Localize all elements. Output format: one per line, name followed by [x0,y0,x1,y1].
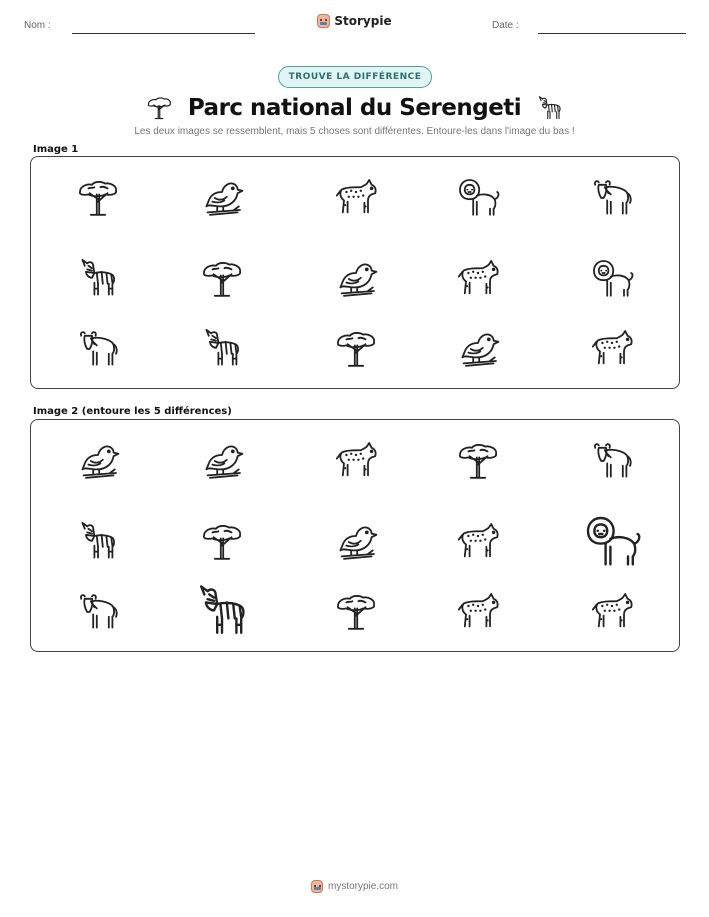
wildebeest-icon[interactable] [74,588,122,636]
acacia-tree-icon[interactable] [198,518,246,566]
brand [0,14,709,28]
zebra-icon [74,255,122,303]
hyena-icon [332,174,380,222]
bird-icon [454,325,502,373]
zebra-icon[interactable] [74,518,122,566]
instructions: Les deux images se ressemblent, mais 5 choses sont différentes. Entoure-les dans l'image du bas ! [134,126,575,137]
acacia-tree-icon [74,174,122,222]
acacia-tree-icon [198,255,246,303]
image2-label: Image 2 (entoure les 5 différences) [33,406,232,417]
hyena-icon [454,255,502,303]
hyena-icon[interactable] [332,437,380,485]
image1-label: Image 1 [33,144,79,155]
acacia-tree-icon [332,325,380,373]
storypie-logo-icon [311,880,323,893]
activity-tag: TROUVE LA DIFFÉRENCE [278,66,432,88]
bird-icon[interactable] [332,518,380,566]
lion-icon [454,174,502,222]
date-line[interactable] [538,33,686,34]
name-label: Nom : [24,20,51,31]
hyena-icon[interactable] [454,588,502,636]
name-line[interactable] [72,33,255,34]
footer-url: mystorypie.com [327,881,398,892]
bird-icon[interactable] [74,437,122,485]
acacia-tree-icon [144,93,174,123]
zebra-icon [535,93,565,123]
bird-icon [332,255,380,303]
hyena-icon [588,325,636,373]
page-title: Parc national du Serengeti [187,95,522,121]
brand-name: Storypie [334,14,392,28]
image2-panel[interactable] [30,419,680,652]
image1-panel [30,156,680,389]
zebra-icon [198,325,246,373]
bird-icon [198,174,246,222]
acacia-tree-icon[interactable] [454,437,502,485]
bird-icon[interactable] [198,437,246,485]
hyena-icon[interactable] [588,588,636,636]
title-row [0,92,709,124]
footer [0,880,709,893]
date-label: Date : [492,20,519,31]
lion-icon [588,255,636,303]
wildebeest-icon [588,174,636,222]
wildebeest-icon [74,325,122,373]
wildebeest-icon[interactable] [588,437,636,485]
zebra-icon[interactable] [190,580,254,644]
acacia-tree-icon[interactable] [332,588,380,636]
lion-icon[interactable] [580,510,644,574]
storypie-logo-icon [317,14,330,28]
hyena-icon[interactable] [454,518,502,566]
